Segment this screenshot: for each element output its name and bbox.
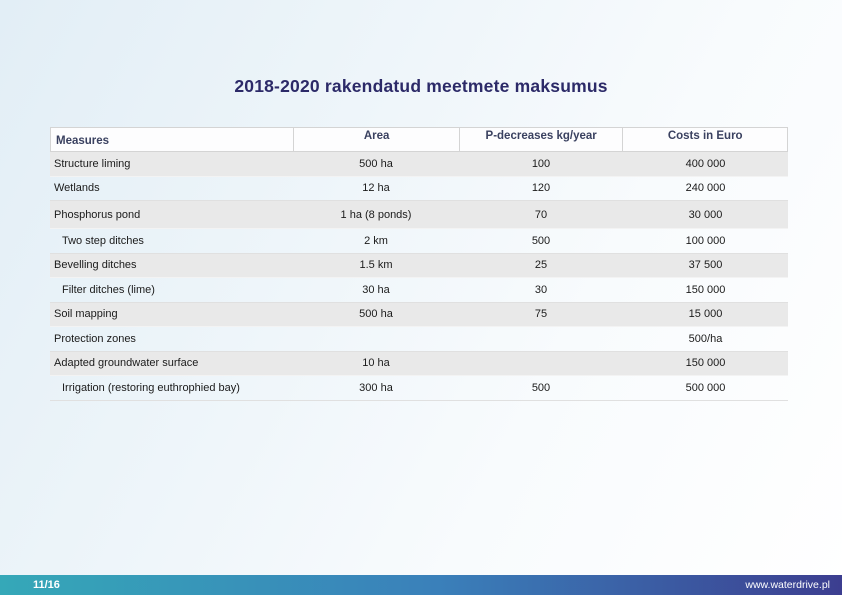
column-header-p-decreases: P-decreases kg/year xyxy=(459,128,623,151)
measure-cell: Wetlands xyxy=(54,182,100,195)
area-cell: 30 ha xyxy=(362,283,390,296)
p-decrease-cell: 30 xyxy=(534,283,548,296)
page-indicator: 11/16 xyxy=(33,579,60,591)
table-row xyxy=(50,254,788,279)
table-header-row xyxy=(50,127,788,152)
p-decrease-cell: 500 xyxy=(531,234,551,247)
measure-cell: Protection zones xyxy=(54,332,136,345)
slide-title: 2018-2020 rakendatud meetmete maksumus xyxy=(234,76,608,96)
area-cell: 300 ha xyxy=(359,381,393,394)
area-cell: 12 ha xyxy=(362,182,390,195)
area-cell: 10 ha xyxy=(362,357,390,370)
cost-cell: 150 000 xyxy=(685,283,726,296)
measure-cell: Phosphorus pond xyxy=(54,208,141,221)
p-decrease-cell: 25 xyxy=(534,259,548,272)
p-decrease-cell: 120 xyxy=(531,182,551,195)
table-row xyxy=(50,152,788,177)
table-row xyxy=(50,327,788,352)
cost-cell: 15 000 xyxy=(688,308,723,321)
column-header-costs: Costs in Euro xyxy=(622,128,787,151)
cost-cell: 400 000 xyxy=(685,157,726,170)
p-decrease-cell: 100 xyxy=(531,157,551,170)
measure-cell: Adapted groundwater surface xyxy=(54,357,199,370)
column-header-area: Area xyxy=(293,128,459,151)
area-cell: 500 ha xyxy=(359,308,393,321)
measure-cell: Filter ditches (lime) xyxy=(62,283,155,296)
area-cell: 1.5 km xyxy=(359,259,393,272)
area-cell: 500 ha xyxy=(359,157,393,170)
area-cell: 2 km xyxy=(364,234,388,247)
table-row xyxy=(50,201,788,229)
measure-cell: Structure liming xyxy=(54,157,131,170)
cost-cell: 500 000 xyxy=(685,381,726,394)
cost-cell: 37 500 xyxy=(688,259,723,272)
cost-cell: 150 000 xyxy=(685,357,726,370)
p-decrease-cell: 75 xyxy=(534,308,548,321)
table-row xyxy=(50,303,788,328)
cost-cell: 240 000 xyxy=(685,182,726,195)
p-decrease-cell: 500 xyxy=(531,381,551,394)
measure-cell: Two step ditches xyxy=(62,234,144,247)
table-row xyxy=(50,177,788,202)
measure-cell: Bevelling ditches xyxy=(54,259,137,272)
website-link[interactable]: www.waterdrive.pl xyxy=(745,579,830,591)
measure-cell: Soil mapping xyxy=(54,308,118,321)
measures-table xyxy=(50,127,788,401)
measure-cell: Irrigation (restoring euthrophied bay) xyxy=(62,381,240,394)
area-cell: 1 ha (8 ponds) xyxy=(340,208,412,221)
cost-cell: 30 000 xyxy=(688,208,723,221)
table-row xyxy=(50,278,788,303)
cost-cell: 100 000 xyxy=(685,234,726,247)
cost-cell: 500/ha xyxy=(688,332,723,345)
table-body xyxy=(50,152,788,401)
footer-bar xyxy=(0,575,842,595)
column-header-measures: Measures xyxy=(56,135,110,147)
table-row xyxy=(50,376,788,401)
p-decrease-cell: 70 xyxy=(534,208,548,221)
table-row xyxy=(50,352,788,377)
table-row xyxy=(50,229,788,254)
